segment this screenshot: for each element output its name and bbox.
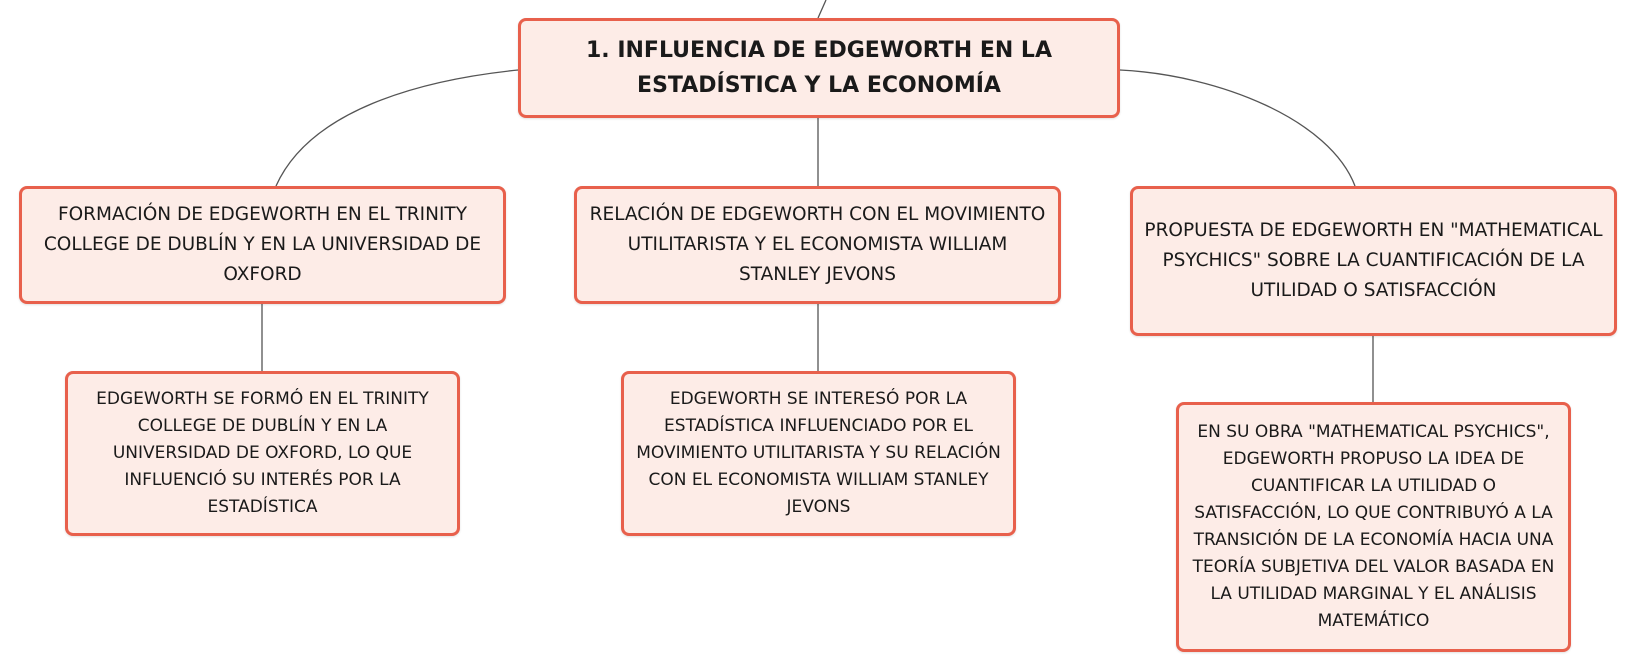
topic-relacion[interactable] <box>574 186 1061 304</box>
connector-root-to-formacion <box>276 70 518 186</box>
topic-formacion[interactable] <box>19 186 506 304</box>
root-topic-text: 1. INFLUENCIA DE EDGEWORTH EN LA ESTADÍSTICA Y LA ECONOMÍA <box>586 38 1052 98</box>
subtopic-propuesta-detail-text: EN SU OBRA "MATHEMATICAL PSYCHICS", EDGEWORTH PROPUSO LA IDEA DE CUANTIFICAR LA UTILIDAD O SATISFACCIÓN, LO QUE CONTRIBUYÓ A LA TRANSICIÓN DE LA ECONOMÍA HACIA UNA TEORÍA SUBJETIVA DEL VALOR BASADA EN LA UTILIDAD MARGINAL Y EL ANÁLISIS MATEMÁTICO <box>1192 422 1555 631</box>
topic-formacion-text: FORMACIÓN DE EDGEWORTH EN EL TRINITY COLLEGE DE DUBLÍN Y EN LA UNIVERSIDAD DE OXFORD <box>43 204 482 285</box>
topic-propuesta-text: PROPUESTA DE EDGEWORTH EN "MATHEMATICAL PSYCHICS" SOBRE LA CUANTIFICACIÓN DE LA UTILIDAD O SATISFACCIÓN <box>1144 220 1603 301</box>
subtopic-formacion-detail-text: EDGEWORTH SE FORMÓ EN EL TRINITY COLLEGE DE DUBLÍN Y EN LA UNIVERSIDAD DE OXFORD, LO QUE INFLUENCIÓ SU INTERÉS POR LA ESTADÍSTICA <box>96 389 429 517</box>
subtopic-relacion-detail-text: EDGEWORTH SE INTERESÓ POR LA ESTADÍSTICA INFLUENCIADO POR EL MOVIMIENTO UTILITARISTA Y SU RELACIÓN CON EL ECONOMISTA WILLIAM STANLEY JEVONS <box>636 389 1001 517</box>
topic-relacion-text: RELACIÓN DE EDGEWORTH CON EL MOVIMIENTO UTILITARISTA Y EL ECONOMISTA WILLIAM STANLEY JEVONS <box>589 204 1046 285</box>
connector-root-to-propuesta <box>1120 70 1355 186</box>
subtopic-formacion-detail[interactable] <box>65 371 460 536</box>
subtopic-propuesta-detail[interactable] <box>1176 402 1571 652</box>
root-topic[interactable] <box>518 18 1120 118</box>
topic-propuesta[interactable] <box>1130 186 1617 336</box>
subtopic-relacion-detail[interactable] <box>621 371 1016 536</box>
connector-root-parent <box>818 0 826 18</box>
